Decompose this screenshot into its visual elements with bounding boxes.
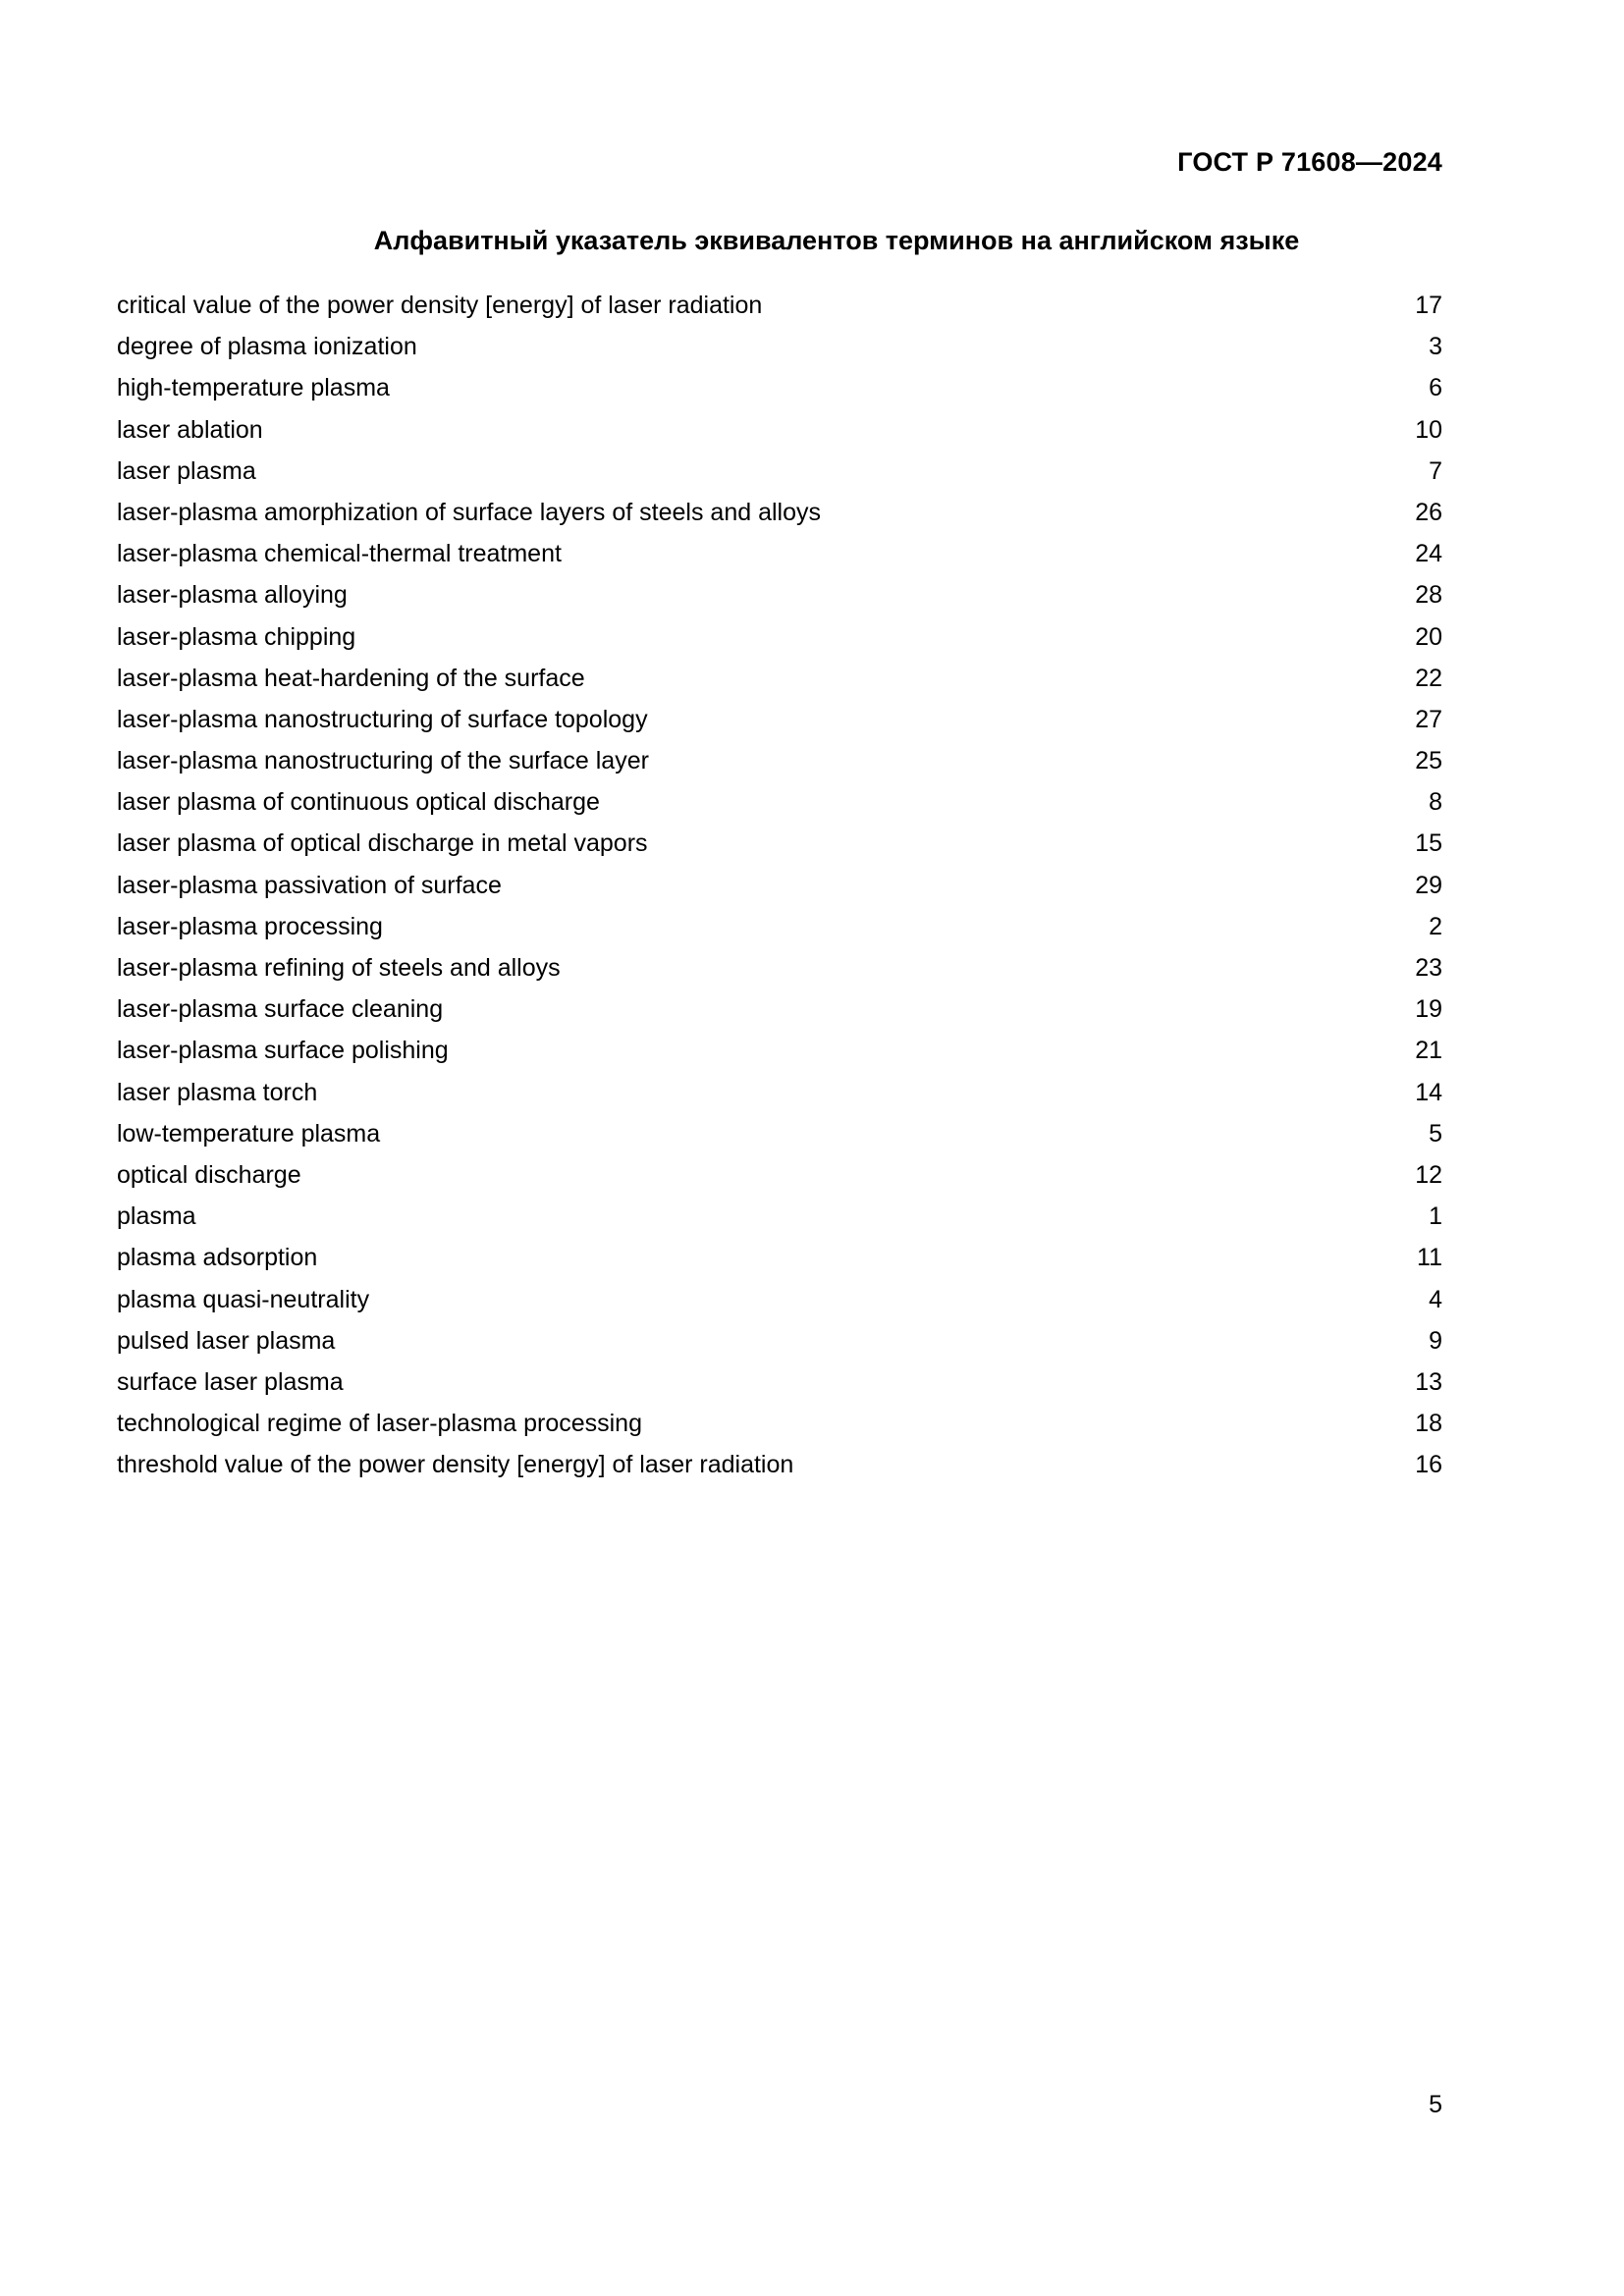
index-term: laser-plasma surface cleaning <box>117 995 444 1024</box>
index-row <box>117 949 1442 990</box>
index-term: laser-plasma alloying <box>117 581 348 610</box>
index-number: 10 <box>1415 415 1442 444</box>
index-row <box>117 990 1442 1032</box>
index-row <box>117 867 1442 908</box>
page-title: Алфавитный указатель эквивалентов терминов на английском языке <box>373 226 1300 255</box>
index-row <box>117 1363 1442 1405</box>
index-term: laser plasma of continuous optical discharge <box>117 788 600 817</box>
index-row <box>117 1074 1442 1115</box>
index-row <box>117 411 1442 453</box>
index-term: low-temperature plasma <box>117 1119 381 1148</box>
index-row <box>117 369 1442 410</box>
index-number: 13 <box>1415 1367 1442 1396</box>
index-row <box>117 908 1442 949</box>
index-row <box>117 1446 1442 1487</box>
index-term: laser-plasma nanostructuring of the surface layer <box>117 747 649 775</box>
index-row <box>117 1032 1442 1073</box>
index-row <box>117 1156 1442 1198</box>
index-term: laser-plasma passivation of surface <box>117 871 502 899</box>
index-number: 27 <box>1415 705 1442 733</box>
index-number: 15 <box>1415 829 1442 858</box>
index-number: 12 <box>1415 1160 1442 1189</box>
index-term: threshold value of the power density [energy] of laser radiation <box>117 1451 794 1479</box>
index-term: critical value of the power density [energy] of laser radiation <box>117 292 763 319</box>
index-row <box>117 1281 1442 1322</box>
index-term: optical discharge <box>117 1160 301 1189</box>
index-term: laser-plasma heat-hardening of the surface <box>117 664 585 692</box>
index-term: laser-plasma chipping <box>117 622 356 651</box>
index-number: 14 <box>1415 1078 1442 1106</box>
index-row <box>117 1115 1442 1156</box>
index-term: laser-plasma refining of steels and alloys <box>117 954 561 982</box>
index-row <box>117 453 1442 494</box>
index-number: 18 <box>1415 1410 1442 1438</box>
index-row <box>117 742 1442 783</box>
index-number: 21 <box>1415 1037 1442 1065</box>
index-number: 8 <box>1429 788 1442 817</box>
index-number: 28 <box>1415 581 1442 610</box>
index-row <box>117 1239 1442 1280</box>
index-number: 11 <box>1417 1244 1442 1272</box>
index-row <box>117 618 1442 660</box>
index-number: 23 <box>1415 954 1442 982</box>
index-term: laser-plasma amorphization of surface layers of steels and alloys <box>117 498 822 526</box>
index-row <box>117 494 1442 535</box>
index-number: 25 <box>1415 747 1442 775</box>
term-index-list <box>117 287 1442 1487</box>
index-row <box>117 825 1442 866</box>
index-number: 26 <box>1415 498 1442 526</box>
index-number: 3 <box>1429 333 1442 361</box>
index-row <box>117 576 1442 617</box>
index-number: 19 <box>1415 995 1442 1024</box>
index-row <box>117 1322 1442 1363</box>
index-number: 20 <box>1415 622 1442 651</box>
index-number: 22 <box>1415 664 1442 692</box>
index-term: laser plasma of optical discharge in metal vapors <box>117 829 648 858</box>
index-row <box>117 1405 1442 1446</box>
index-number: 24 <box>1415 540 1442 568</box>
index-row <box>117 287 1442 328</box>
index-term: laser ablation <box>117 415 263 444</box>
index-row <box>117 783 1442 825</box>
index-number: 2 <box>1429 912 1442 940</box>
index-row <box>117 328 1442 369</box>
index-term: surface laser plasma <box>117 1367 344 1396</box>
index-number: 4 <box>1429 1285 1442 1313</box>
standard-code: ГОСТ Р 71608—2024 <box>1177 147 1442 177</box>
index-term: plasma quasi-neutrality <box>117 1285 370 1313</box>
index-number: 29 <box>1415 871 1442 899</box>
index-term: pulsed laser plasma <box>117 1326 336 1355</box>
index-term: technological regime of laser-plasma processing <box>117 1410 642 1438</box>
index-row <box>117 660 1442 701</box>
index-row <box>117 1198 1442 1239</box>
index-number: 17 <box>1415 292 1442 319</box>
index-number: 6 <box>1429 374 1442 402</box>
index-number: 1 <box>1429 1202 1442 1231</box>
index-term: laser-plasma surface polishing <box>117 1037 449 1065</box>
index-term: high-temperature plasma <box>117 374 390 402</box>
index-term: laser-plasma nanostructuring of surface topology <box>117 705 648 733</box>
index-number: 16 <box>1415 1451 1442 1479</box>
index-row <box>117 701 1442 742</box>
index-term: laser-plasma processing <box>117 912 383 940</box>
index-number: 9 <box>1429 1326 1442 1355</box>
page-number: 5 <box>1429 2091 1442 2118</box>
index-term: laser plasma <box>117 456 256 485</box>
index-term: degree of plasma ionization <box>117 333 417 361</box>
index-term: laser plasma torch <box>117 1078 318 1106</box>
index-term: plasma adsorption <box>117 1244 318 1272</box>
index-term: plasma <box>117 1202 196 1231</box>
index-number: 7 <box>1429 456 1442 485</box>
index-term: laser-plasma chemical-thermal treatment <box>117 540 562 568</box>
index-number: 5 <box>1429 1119 1442 1148</box>
index-row <box>117 535 1442 576</box>
